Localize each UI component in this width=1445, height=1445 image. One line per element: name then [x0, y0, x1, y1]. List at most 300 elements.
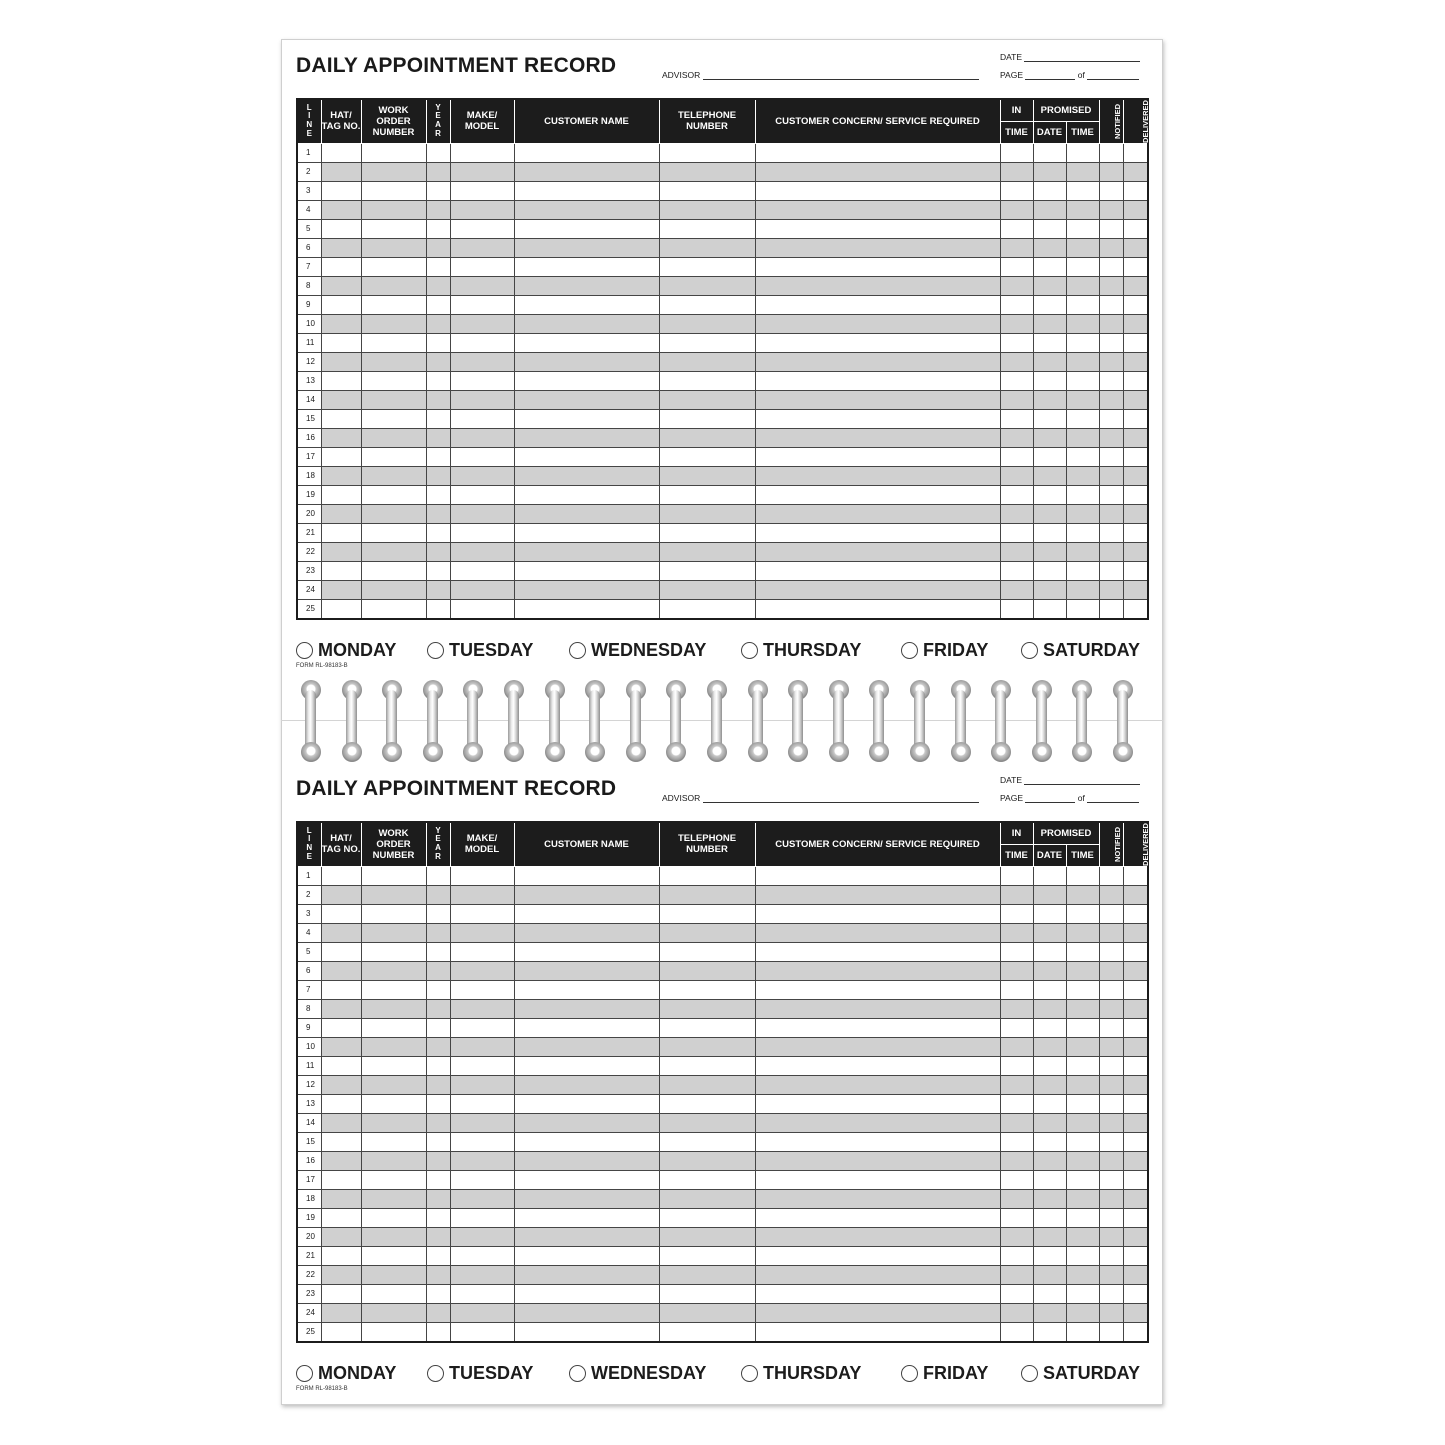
entry-cell[interactable] — [1099, 1056, 1123, 1075]
entry-cell[interactable] — [755, 1075, 1000, 1094]
entry-cell[interactable] — [450, 866, 514, 885]
entry-cell[interactable] — [1066, 238, 1099, 257]
entry-cell[interactable] — [1033, 314, 1066, 333]
entry-cell[interactable] — [755, 1151, 1000, 1170]
entry-cell[interactable] — [1099, 1208, 1123, 1227]
entry-cell[interactable] — [1000, 885, 1033, 904]
entry-cell[interactable] — [1033, 485, 1066, 504]
entry-cell[interactable] — [361, 599, 426, 619]
entry-cell[interactable] — [659, 1151, 755, 1170]
entry-cell[interactable] — [426, 1208, 450, 1227]
entry-cell[interactable] — [1066, 904, 1099, 923]
entry-cell[interactable] — [1099, 200, 1123, 219]
entry-cell[interactable] — [321, 942, 361, 961]
entry-cell[interactable] — [755, 409, 1000, 428]
entry-cell[interactable] — [321, 1056, 361, 1075]
entry-cell[interactable] — [514, 200, 659, 219]
entry-cell[interactable] — [1000, 371, 1033, 390]
entry-cell[interactable] — [361, 866, 426, 885]
entry-cell[interactable] — [426, 390, 450, 409]
entry-cell[interactable] — [1123, 1094, 1148, 1113]
entry-cell[interactable] — [1000, 599, 1033, 619]
entry-cell[interactable] — [426, 219, 450, 238]
entry-cell[interactable] — [1066, 162, 1099, 181]
entry-cell[interactable] — [361, 333, 426, 352]
entry-cell[interactable] — [659, 942, 755, 961]
radio-circle-icon[interactable] — [901, 1365, 918, 1382]
entry-cell[interactable] — [659, 1227, 755, 1246]
entry-cell[interactable] — [1000, 1037, 1033, 1056]
entry-cell[interactable] — [1066, 276, 1099, 295]
radio-circle-icon[interactable] — [569, 642, 586, 659]
entry-cell[interactable] — [361, 238, 426, 257]
entry-cell[interactable] — [1099, 1189, 1123, 1208]
entry-cell[interactable] — [1033, 1018, 1066, 1037]
entry-cell[interactable] — [1099, 371, 1123, 390]
entry-cell[interactable] — [426, 1227, 450, 1246]
entry-cell[interactable] — [1123, 1322, 1148, 1342]
entry-cell[interactable] — [1033, 143, 1066, 162]
entry-cell[interactable] — [1033, 1322, 1066, 1342]
entry-cell[interactable] — [321, 1322, 361, 1342]
entry-cell[interactable] — [755, 466, 1000, 485]
entry-cell[interactable] — [426, 904, 450, 923]
entry-cell[interactable] — [659, 561, 755, 580]
entry-cell[interactable] — [1099, 1037, 1123, 1056]
entry-cell[interactable] — [1066, 143, 1099, 162]
entry-cell[interactable] — [426, 866, 450, 885]
entry-cell[interactable] — [1066, 504, 1099, 523]
entry-cell[interactable] — [1000, 1189, 1033, 1208]
entry-cell[interactable] — [1099, 466, 1123, 485]
entry-cell[interactable] — [1000, 1056, 1033, 1075]
entry-cell[interactable] — [321, 1132, 361, 1151]
entry-cell[interactable] — [514, 219, 659, 238]
entry-cell[interactable] — [514, 409, 659, 428]
radio-circle-icon[interactable] — [741, 642, 758, 659]
day-option-thursday[interactable] — [741, 1363, 861, 1384]
entry-cell[interactable] — [1099, 409, 1123, 428]
entry-cell[interactable] — [1123, 1227, 1148, 1246]
entry-cell[interactable] — [1099, 1018, 1123, 1037]
entry-cell[interactable] — [1099, 1132, 1123, 1151]
entry-cell[interactable] — [1000, 333, 1033, 352]
entry-cell[interactable] — [361, 390, 426, 409]
entry-cell[interactable] — [659, 1075, 755, 1094]
entry-cell[interactable] — [1000, 295, 1033, 314]
entry-cell[interactable] — [1033, 580, 1066, 599]
entry-cell[interactable] — [755, 371, 1000, 390]
entry-cell[interactable] — [1066, 181, 1099, 200]
entry-cell[interactable] — [426, 276, 450, 295]
entry-cell[interactable] — [755, 200, 1000, 219]
entry-cell[interactable] — [755, 1037, 1000, 1056]
entry-cell[interactable] — [514, 1189, 659, 1208]
entry-cell[interactable] — [1000, 1322, 1033, 1342]
entry-cell[interactable] — [321, 1246, 361, 1265]
entry-cell[interactable] — [1099, 162, 1123, 181]
entry-cell[interactable] — [361, 942, 426, 961]
entry-cell[interactable] — [659, 428, 755, 447]
entry-cell[interactable] — [1033, 295, 1066, 314]
entry-cell[interactable] — [321, 904, 361, 923]
entry-cell[interactable] — [361, 200, 426, 219]
entry-cell[interactable] — [1123, 485, 1148, 504]
entry-cell[interactable] — [1099, 980, 1123, 999]
entry-cell[interactable] — [755, 1208, 1000, 1227]
entry-cell[interactable] — [1099, 523, 1123, 542]
entry-cell[interactable] — [514, 999, 659, 1018]
entry-cell[interactable] — [1066, 409, 1099, 428]
entry-cell[interactable] — [1066, 866, 1099, 885]
entry-cell[interactable] — [755, 599, 1000, 619]
entry-cell[interactable] — [426, 371, 450, 390]
entry-cell[interactable] — [755, 542, 1000, 561]
entry-cell[interactable] — [1066, 1189, 1099, 1208]
entry-cell[interactable] — [514, 866, 659, 885]
entry-cell[interactable] — [1033, 1132, 1066, 1151]
entry-cell[interactable] — [450, 485, 514, 504]
entry-cell[interactable] — [450, 238, 514, 257]
entry-cell[interactable] — [1066, 1056, 1099, 1075]
entry-cell[interactable] — [361, 1284, 426, 1303]
entry-cell[interactable] — [1000, 314, 1033, 333]
entry-cell[interactable] — [514, 371, 659, 390]
entry-cell[interactable] — [1033, 542, 1066, 561]
entry-cell[interactable] — [361, 314, 426, 333]
entry-cell[interactable] — [321, 1284, 361, 1303]
entry-cell[interactable] — [426, 504, 450, 523]
entry-cell[interactable] — [659, 371, 755, 390]
entry-cell[interactable] — [321, 1170, 361, 1189]
entry-cell[interactable] — [514, 1018, 659, 1037]
entry-cell[interactable] — [361, 885, 426, 904]
entry-cell[interactable] — [1033, 961, 1066, 980]
entry-cell[interactable] — [450, 1151, 514, 1170]
entry-cell[interactable] — [1033, 942, 1066, 961]
entry-cell[interactable] — [321, 219, 361, 238]
entry-cell[interactable] — [514, 1265, 659, 1284]
entry-cell[interactable] — [321, 599, 361, 619]
entry-cell[interactable] — [1033, 428, 1066, 447]
entry-cell[interactable] — [361, 1265, 426, 1284]
entry-cell[interactable] — [321, 980, 361, 999]
entry-cell[interactable] — [426, 466, 450, 485]
entry-cell[interactable] — [659, 1322, 755, 1342]
entry-cell[interactable] — [1099, 1113, 1123, 1132]
entry-cell[interactable] — [659, 1018, 755, 1037]
entry-cell[interactable] — [361, 1170, 426, 1189]
entry-cell[interactable] — [450, 580, 514, 599]
entry-cell[interactable] — [1123, 1170, 1148, 1189]
entry-cell[interactable] — [755, 314, 1000, 333]
entry-cell[interactable] — [1033, 923, 1066, 942]
entry-cell[interactable] — [1123, 1018, 1148, 1037]
entry-cell[interactable] — [1066, 1132, 1099, 1151]
entry-cell[interactable] — [755, 1227, 1000, 1246]
entry-cell[interactable] — [1033, 1113, 1066, 1132]
entry-cell[interactable] — [426, 923, 450, 942]
entry-cell[interactable] — [514, 1113, 659, 1132]
entry-cell[interactable] — [361, 504, 426, 523]
entry-cell[interactable] — [1033, 390, 1066, 409]
entry-cell[interactable] — [450, 1075, 514, 1094]
entry-cell[interactable] — [361, 181, 426, 200]
entry-cell[interactable] — [755, 295, 1000, 314]
entry-cell[interactable] — [361, 980, 426, 999]
page-field[interactable] — [1000, 793, 1139, 803]
entry-cell[interactable] — [426, 1075, 450, 1094]
entry-cell[interactable] — [659, 1113, 755, 1132]
radio-circle-icon[interactable] — [901, 642, 918, 659]
entry-cell[interactable] — [361, 1227, 426, 1246]
entry-cell[interactable] — [361, 409, 426, 428]
entry-cell[interactable] — [659, 999, 755, 1018]
entry-cell[interactable] — [450, 1056, 514, 1075]
entry-cell[interactable] — [659, 1246, 755, 1265]
entry-cell[interactable] — [361, 276, 426, 295]
entry-cell[interactable] — [1123, 1132, 1148, 1151]
entry-cell[interactable] — [1066, 1227, 1099, 1246]
entry-cell[interactable] — [426, 1151, 450, 1170]
entry-cell[interactable] — [361, 257, 426, 276]
entry-cell[interactable] — [1000, 1208, 1033, 1227]
entry-cell[interactable] — [659, 1265, 755, 1284]
entry-cell[interactable] — [361, 371, 426, 390]
entry-cell[interactable] — [450, 885, 514, 904]
entry-cell[interactable] — [1123, 257, 1148, 276]
entry-cell[interactable] — [1099, 257, 1123, 276]
entry-cell[interactable] — [659, 923, 755, 942]
day-option-tuesday[interactable] — [427, 1363, 533, 1384]
entry-cell[interactable] — [755, 219, 1000, 238]
entry-cell[interactable] — [1066, 599, 1099, 619]
entry-cell[interactable] — [321, 162, 361, 181]
entry-cell[interactable] — [1123, 428, 1148, 447]
radio-circle-icon[interactable] — [427, 1365, 444, 1382]
entry-cell[interactable] — [426, 1056, 450, 1075]
entry-cell[interactable] — [450, 181, 514, 200]
entry-cell[interactable] — [1066, 1094, 1099, 1113]
entry-cell[interactable] — [1123, 561, 1148, 580]
entry-cell[interactable] — [426, 1322, 450, 1342]
day-option-friday[interactable] — [901, 1363, 988, 1384]
entry-cell[interactable] — [1123, 219, 1148, 238]
entry-cell[interactable] — [755, 143, 1000, 162]
entry-cell[interactable] — [321, 1018, 361, 1037]
entry-cell[interactable] — [659, 276, 755, 295]
entry-cell[interactable] — [1000, 466, 1033, 485]
entry-cell[interactable] — [1066, 1303, 1099, 1322]
entry-cell[interactable] — [450, 1170, 514, 1189]
entry-cell[interactable] — [659, 238, 755, 257]
entry-cell[interactable] — [1123, 181, 1148, 200]
entry-cell[interactable] — [1000, 523, 1033, 542]
entry-cell[interactable] — [755, 257, 1000, 276]
entry-cell[interactable] — [514, 1227, 659, 1246]
entry-cell[interactable] — [755, 904, 1000, 923]
entry-cell[interactable] — [1033, 1151, 1066, 1170]
entry-cell[interactable] — [361, 1189, 426, 1208]
entry-cell[interactable] — [1123, 1056, 1148, 1075]
entry-cell[interactable] — [1123, 409, 1148, 428]
entry-cell[interactable] — [321, 523, 361, 542]
entry-cell[interactable] — [1000, 1113, 1033, 1132]
page-field[interactable] — [1000, 70, 1139, 80]
entry-cell[interactable] — [450, 961, 514, 980]
entry-cell[interactable] — [426, 542, 450, 561]
entry-cell[interactable] — [321, 961, 361, 980]
entry-cell[interactable] — [1123, 542, 1148, 561]
entry-cell[interactable] — [1066, 1037, 1099, 1056]
entry-cell[interactable] — [426, 200, 450, 219]
entry-cell[interactable] — [514, 1094, 659, 1113]
entry-cell[interactable] — [755, 523, 1000, 542]
entry-cell[interactable] — [1123, 942, 1148, 961]
entry-cell[interactable] — [321, 504, 361, 523]
entry-cell[interactable] — [361, 1151, 426, 1170]
entry-cell[interactable] — [755, 162, 1000, 181]
entry-cell[interactable] — [426, 238, 450, 257]
entry-cell[interactable] — [659, 1170, 755, 1189]
entry-cell[interactable] — [361, 447, 426, 466]
entry-cell[interactable] — [321, 466, 361, 485]
entry-cell[interactable] — [361, 542, 426, 561]
entry-cell[interactable] — [321, 276, 361, 295]
entry-cell[interactable] — [361, 1246, 426, 1265]
entry-cell[interactable] — [1000, 923, 1033, 942]
entry-cell[interactable] — [514, 257, 659, 276]
entry-cell[interactable] — [514, 1284, 659, 1303]
entry-cell[interactable] — [1066, 485, 1099, 504]
entry-cell[interactable] — [1066, 999, 1099, 1018]
entry-cell[interactable] — [514, 143, 659, 162]
entry-cell[interactable] — [321, 1265, 361, 1284]
entry-cell[interactable] — [321, 866, 361, 885]
entry-cell[interactable] — [659, 1208, 755, 1227]
entry-cell[interactable] — [361, 1018, 426, 1037]
entry-cell[interactable] — [361, 428, 426, 447]
entry-cell[interactable] — [426, 1132, 450, 1151]
entry-cell[interactable] — [361, 923, 426, 942]
entry-cell[interactable] — [1033, 1208, 1066, 1227]
entry-cell[interactable] — [1099, 542, 1123, 561]
entry-cell[interactable] — [361, 1056, 426, 1075]
entry-cell[interactable] — [1123, 1037, 1148, 1056]
entry-cell[interactable] — [1033, 1170, 1066, 1189]
entry-cell[interactable] — [514, 904, 659, 923]
entry-cell[interactable] — [1123, 580, 1148, 599]
entry-cell[interactable] — [514, 923, 659, 942]
entry-cell[interactable] — [1123, 314, 1148, 333]
entry-cell[interactable] — [450, 143, 514, 162]
entry-cell[interactable] — [514, 542, 659, 561]
entry-cell[interactable] — [1033, 504, 1066, 523]
entry-cell[interactable] — [321, 485, 361, 504]
entry-cell[interactable] — [426, 885, 450, 904]
entry-cell[interactable] — [321, 428, 361, 447]
entry-cell[interactable] — [426, 162, 450, 181]
entry-cell[interactable] — [1123, 523, 1148, 542]
entry-cell[interactable] — [1000, 961, 1033, 980]
entry-cell[interactable] — [1000, 238, 1033, 257]
entry-cell[interactable] — [514, 295, 659, 314]
radio-circle-icon[interactable] — [296, 642, 313, 659]
entry-cell[interactable] — [321, 200, 361, 219]
entry-cell[interactable] — [1066, 1284, 1099, 1303]
entry-cell[interactable] — [755, 866, 1000, 885]
entry-cell[interactable] — [1066, 371, 1099, 390]
entry-cell[interactable] — [1000, 352, 1033, 371]
entry-cell[interactable] — [426, 428, 450, 447]
entry-cell[interactable] — [321, 352, 361, 371]
radio-circle-icon[interactable] — [741, 1365, 758, 1382]
entry-cell[interactable] — [514, 276, 659, 295]
entry-cell[interactable] — [659, 295, 755, 314]
entry-cell[interactable] — [321, 447, 361, 466]
day-option-friday[interactable] — [901, 640, 988, 661]
entry-cell[interactable] — [1123, 599, 1148, 619]
entry-cell[interactable] — [1033, 866, 1066, 885]
entry-cell[interactable] — [426, 447, 450, 466]
entry-cell[interactable] — [659, 219, 755, 238]
entry-cell[interactable] — [426, 143, 450, 162]
entry-cell[interactable] — [1123, 923, 1148, 942]
entry-cell[interactable] — [1123, 1265, 1148, 1284]
entry-cell[interactable] — [755, 1265, 1000, 1284]
entry-cell[interactable] — [1099, 238, 1123, 257]
entry-cell[interactable] — [1033, 523, 1066, 542]
entry-cell[interactable] — [514, 181, 659, 200]
entry-cell[interactable] — [1033, 1227, 1066, 1246]
entry-cell[interactable] — [659, 409, 755, 428]
entry-cell[interactable] — [1033, 200, 1066, 219]
entry-cell[interactable] — [1066, 523, 1099, 542]
entry-cell[interactable] — [514, 1322, 659, 1342]
entry-cell[interactable] — [755, 447, 1000, 466]
entry-cell[interactable] — [1099, 352, 1123, 371]
entry-cell[interactable] — [1033, 1075, 1066, 1094]
entry-cell[interactable] — [1066, 1208, 1099, 1227]
entry-cell[interactable] — [659, 580, 755, 599]
entry-cell[interactable] — [1099, 276, 1123, 295]
entry-cell[interactable] — [426, 580, 450, 599]
entry-cell[interactable] — [1123, 162, 1148, 181]
entry-cell[interactable] — [361, 352, 426, 371]
entry-cell[interactable] — [1099, 1322, 1123, 1342]
entry-cell[interactable] — [1123, 1151, 1148, 1170]
entry-cell[interactable] — [1033, 447, 1066, 466]
entry-cell[interactable] — [514, 942, 659, 961]
entry-cell[interactable] — [1033, 1037, 1066, 1056]
entry-cell[interactable] — [514, 1208, 659, 1227]
entry-cell[interactable] — [1000, 980, 1033, 999]
entry-cell[interactable] — [755, 1284, 1000, 1303]
entry-cell[interactable] — [1033, 904, 1066, 923]
entry-cell[interactable] — [1099, 1094, 1123, 1113]
entry-cell[interactable] — [755, 485, 1000, 504]
entry-cell[interactable] — [450, 1246, 514, 1265]
entry-cell[interactable] — [514, 390, 659, 409]
entry-cell[interactable] — [321, 1227, 361, 1246]
entry-cell[interactable] — [1033, 1284, 1066, 1303]
entry-cell[interactable] — [450, 504, 514, 523]
entry-cell[interactable] — [1066, 200, 1099, 219]
entry-cell[interactable] — [361, 961, 426, 980]
entry-cell[interactable] — [1066, 942, 1099, 961]
entry-cell[interactable] — [1033, 466, 1066, 485]
entry-cell[interactable] — [321, 580, 361, 599]
